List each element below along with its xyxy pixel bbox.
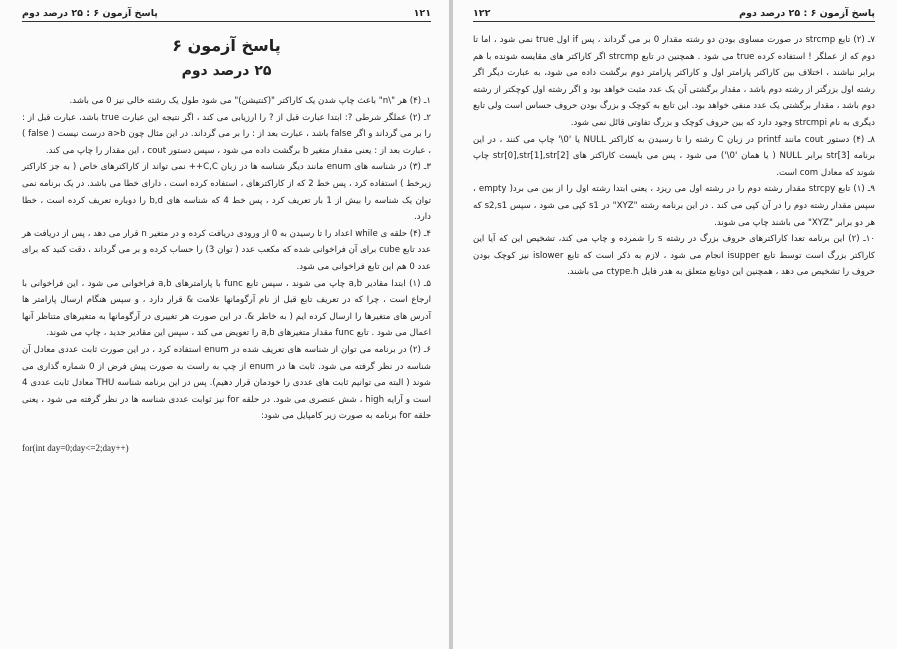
answer-paragraph-5: ۵ـ (۱) ابتدا مقادیر a,b چاپ می شوند ، سپس تابع func با پارامترهای a,b فراخوانی می شود ، این فراخوانی با ارجاع است ، چرا که در تعریف تابع قبل از نام آرگومانها علامت & قرار دارد ، و سپس هنگام ارسال پارامتر ها آدرس های متغیرها را ارسال کرده ایم ( به خاطر &. در این صورت هر تغییری در آرگومانها به متغیرهای متناظر آنها اعمال می شود . تابع func مقدار متغیرهای a,b را تعویض می کند ، سپس این مقادیر جدید ، چاپ می شوند. [22,278,432,339]
code-line: for(int day=0;day<=2;day++) [22,442,129,453]
left-page-number: ۱۲۱ [413,8,431,19]
left-page-header [22,8,431,22]
right-page-number: ۱۲۲ [473,8,491,19]
answer-paragraph-7: ۷ـ (۲) تابع strcmp در صورت مساوی بودن دو رشته مقدار 0 بر می گرداند ، پس if اول true نمی شود ، اما تا دوم که از عملگر ! استفاده کرده true می شود . همچنین در تابع strcmp اگر کاراکتر های مقایسه شونده با هم برابر نباشند ، اختلاف بین کاراکتر پارامتر اول و کاراکتر پارامتر دوم برگشت داده می شود، به عبارت دیگر اگر رشته اول بزرگتر از رشته دوم باشد ، مقدار برگشتی آن یک عدد مثبت خواهد بود و اگر رشته اول کوچکتر از رشته دوم باشد ، مقدار برگشتی یک عدد منفی خواهد بود. این تابع به کوچک و بزرگ بودن حروف حساس است ولی تابع دیگری به نام strcmpi وجود دارد که بین حروف کوچک و بزرگ تفاوتی قائل نمی شود. [473,35,876,128]
answer-paragraph-3: ۳ـ (۳) در شناسه های enum مانند دیگر شناسه ها در زبان C,C++ نمی تواند از کاراکترهای خاص ( به جز کاراکتر زیرخط ) استفاده کرد ، پس خط 2 که از کاراکترهای ، استفاده کرده است ، دارای خطا می باشد. در یک برنامه نمی توان یک شناسه را بیش از 1 بار تعریف کرد ، پس خط 4 که شناسه های b,d را دوباره تعریف کرده است ، خطا دارد. [22,162,431,223]
answer-paragraph-6: ۶ـ (۲) در برنامه می توان از شناسه های تعریف شده در enum استفاده کرد ، در این صورت ثابت عددی معادل آن شناسه در نظر گرفته می شود. ثابت ها در enum از چپ به راست به صورت پیش فرض از 0 شماره گذاری می شوند ( البته می توانیم ثابت های عددی را خودمان قرار دهیم). پس در این برنامه شناسه THU معادل ثابت عددی 4 است و آرایه high ، شش عنصری می شود. در حلقه for نیز ثوابت عددی شناسه ها در نظر گرفته می شود ، یعنی حلقه for برنامه به صورت زیر کامپایل می شود: [22,344,432,422]
answer-paragraph-9: ۹ـ (۱) تابع strcpy مقدار رشته دوم را در رشته اول می ریزد ، یعنی ابتدا رشته اول را از بین می برد( empty ، سپس مقدار رشته دوم را در آن کپی می کند . در این برنامه رشته "XYZ" در s1 کپی می شود ، سپس s2,s1 که هر دو برابر "XYZ" می باشند چاپ می شوند. [473,184,875,228]
answer-paragraph-2: ۲ـ (۲) عملگر شرطی ?: ابتدا عبارت قبل از ? را ارزیابی می کند ، اگر نتیجه این عبارت true باشد، عبارت قبل از : را بر می گرداند و اگر false باشد ، عبارت بعد از : را بر می گرداند. در این مثال چون a>b درست نیست ( false ) ، عبارت بعد از : یعنی مقدار متغیر b برگشت داده می شود ، سپس دستور cout ، این مقدار را چاپ می کند. [22,112,431,156]
page-subtitle: ۲۵ درصد دوم [181,63,272,79]
right-body-text [473,32,875,281]
page-title: پاسخ آزمون ۶ [172,36,281,55]
answer-paragraph-10: ۱۰ـ (۲) این برنامه تعدا کاراکترهای حروف بزرگ در رشته s را شمرده و چاپ می کند، تشخیص این که آیا این کاراکتر بزرگ است توسط تابع isupper انجام می شود ، لازم به ذکر است که تابع islower نیز کوچک بودن حروف را تشخیص می دهد ، همچنین این دوتابع متعلق به هدر فایل ctype.h می باشند. [473,234,876,278]
right-header-title: پاسخ آزمون ۶ : ۲۵ درصد دوم [739,8,875,19]
answer-paragraph-1: ۱ـ (۴) هر "\n" باعث چاپ شدن یک کاراکتر "(کنتیشن)" می شود طول یک رشته خالی نیز 0 می باشد. [69,96,431,106]
left-header-title: پاسخ آزمون ۶ : ۲۵ درصد دوم [22,8,158,19]
answer-paragraph-4: ۴ـ (۴) حلقه ی while اعداد را تا رسیدن به 0 از ورودی دریافت کرده و در متغیر n قرار می دهد ، پس از دریافت هر عدد تابع cube برای آن فراخوانی شده که مکعب عدد ( توان 3) را حساب کرده و بر می گرداند ، دقت کنید که برای عدد 0 هم این تابع فراخوانی می شود. [22,228,432,272]
right-page [453,0,897,649]
answer-paragraph-8: ۸ـ (۴) دستور cout مانند printf در زبان C رشته را تا رسیدن به کاراکتر NULL یا '0\' چاپ می کنند ، در این برنامه str[3] برابر NULL ( یا همان '0\') می شود ، پس می بایست کاراکتر های str[0],str[1],str[2] چاپ شوند که معادل com است. [473,134,875,178]
right-page-header [473,8,875,22]
left-body-text [22,93,431,425]
left-titles [22,36,431,79]
